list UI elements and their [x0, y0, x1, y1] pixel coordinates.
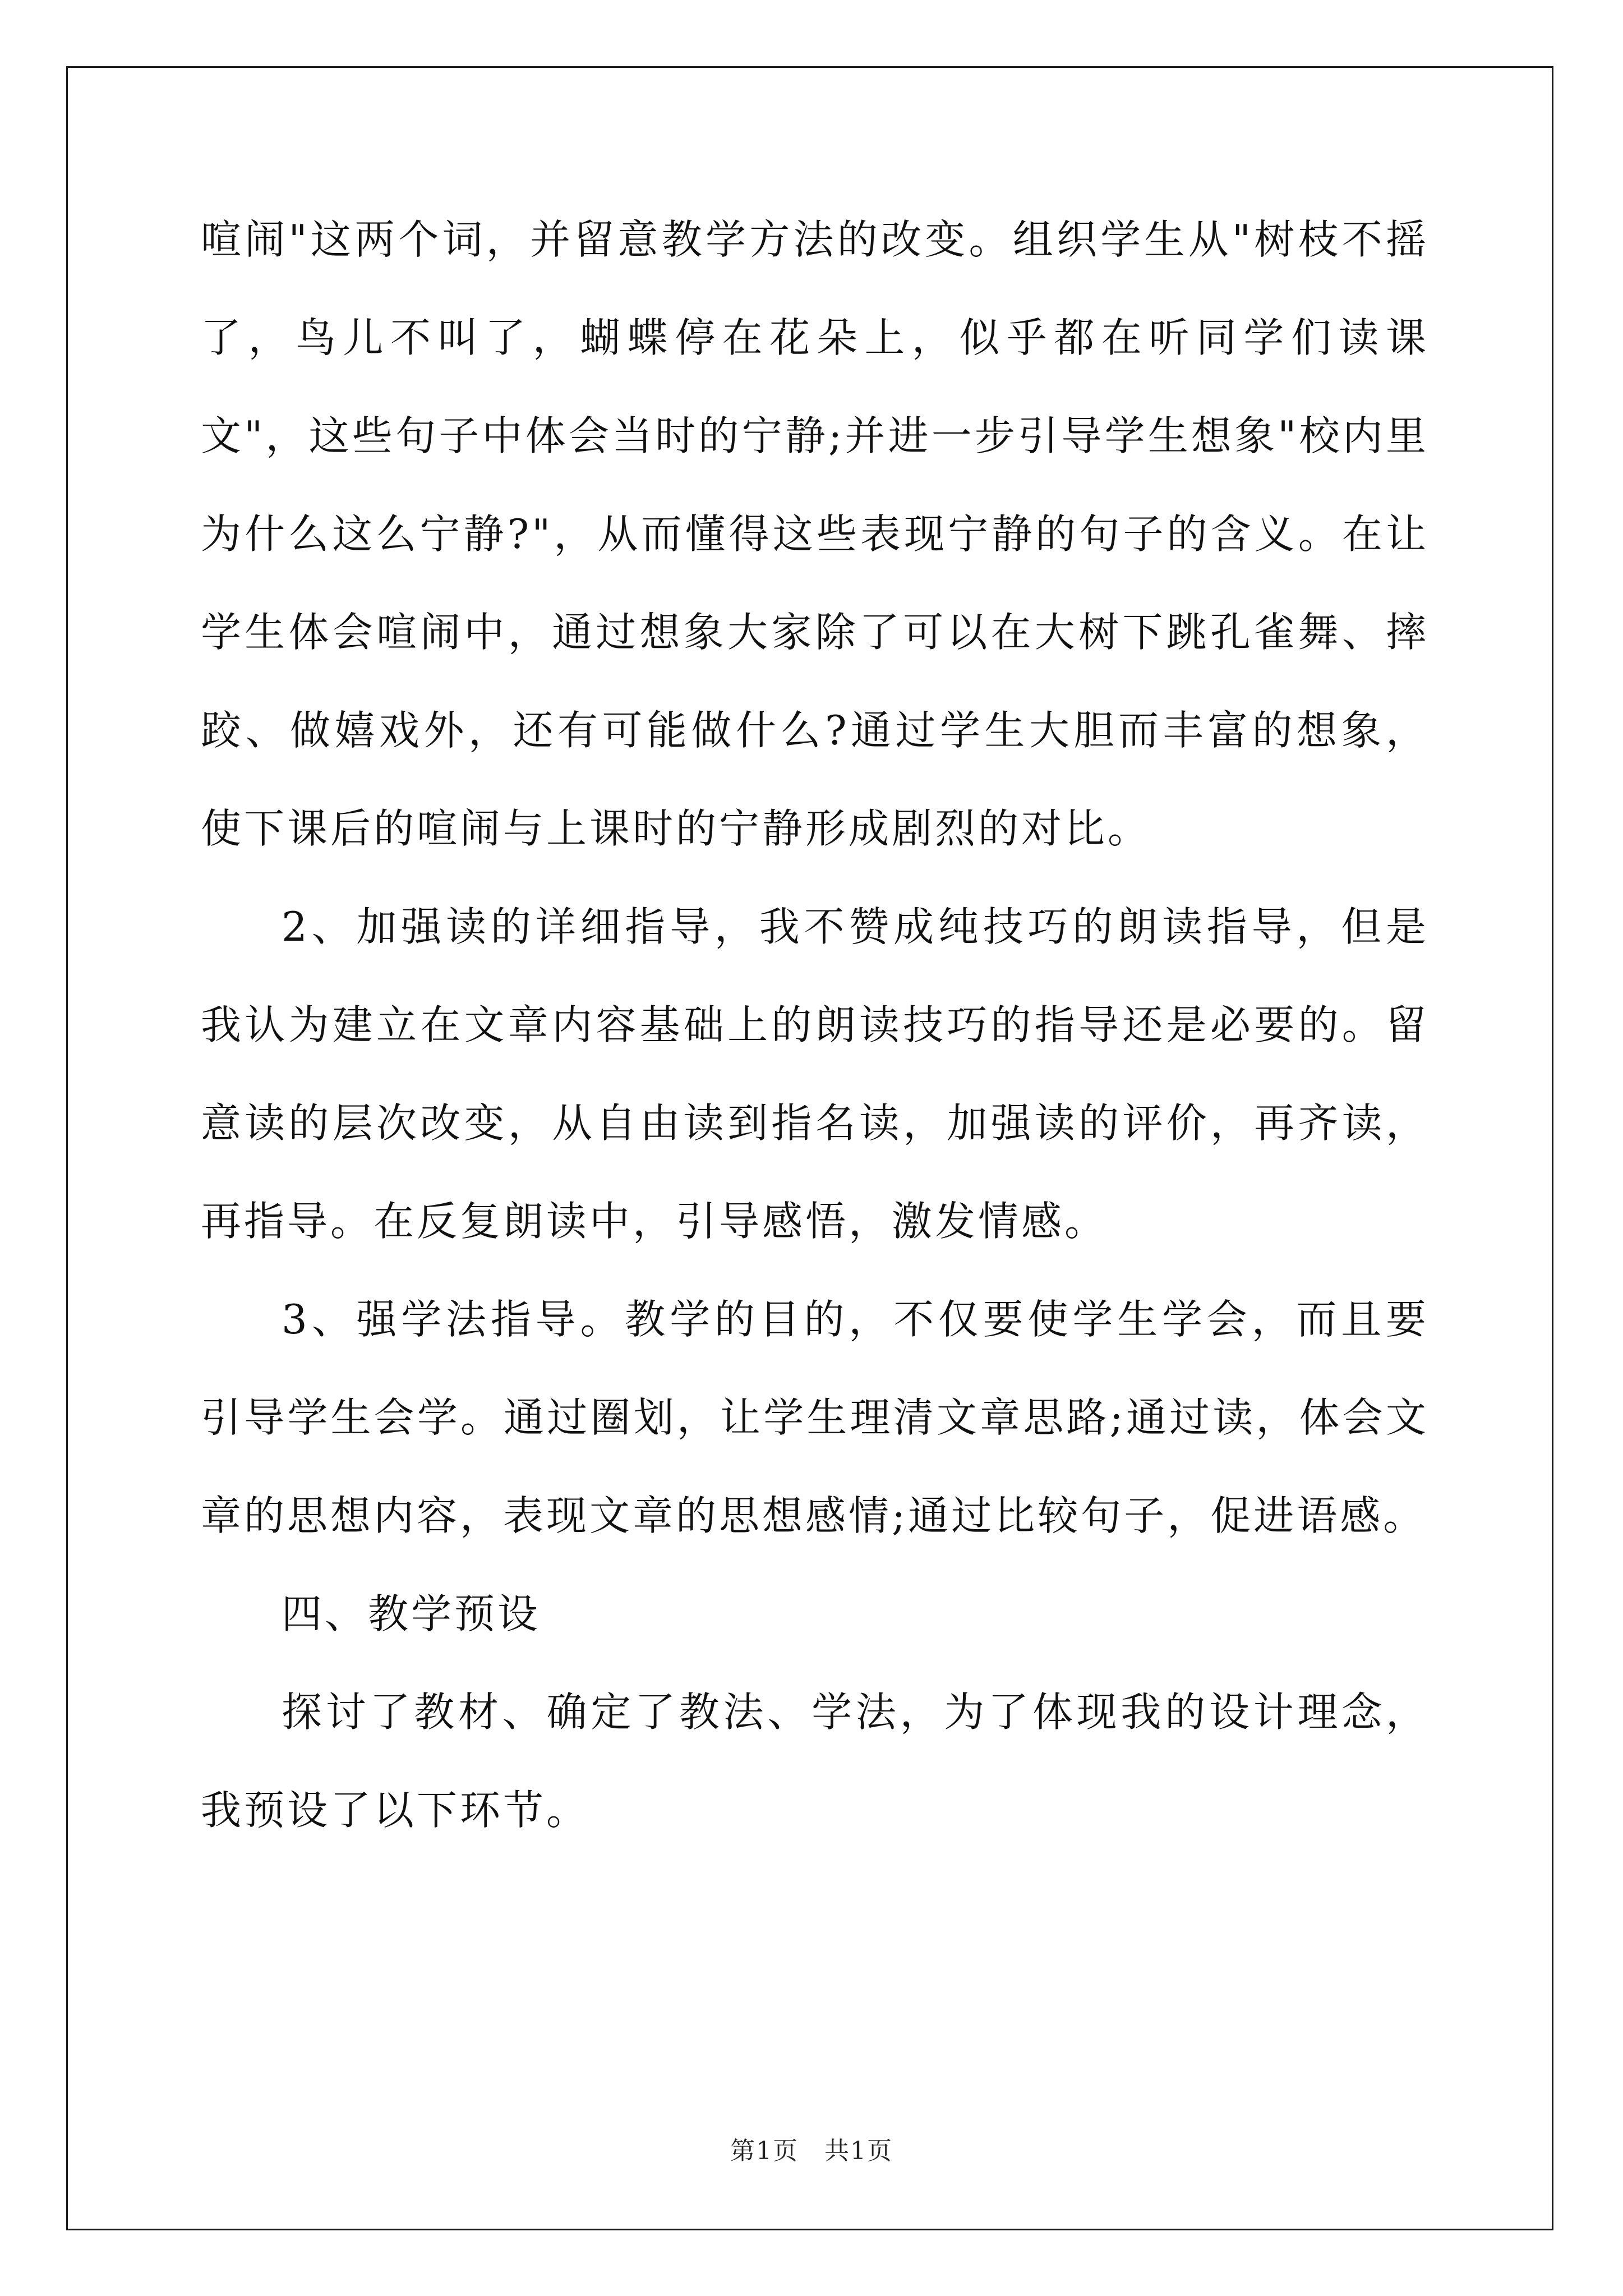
paragraph-2: 2、加强读的详细指导，我不赞成纯技巧的朗读指导，但是我认为建立在文章内容基础上的朗读技巧的指导还是必要的。留意读的层次改变，从自由读到指名读，加强读的评价，再齐读，再指导。在反复朗读中，引导感悟，激发情感。 [201, 903, 1429, 1245]
paragraph-1: 喧闹"这两个词，并留意教学方法的改变。组织学生从"树枝不摇了，鸟儿不叫了，蝴蝶停在花朵上，似乎都在听同学们读课文"，这些句子中体会当时的宁静;并进一步引导学生想象"校内里为什么这么宁静?"，从而懂得这些表现宁静的句子的含义。在让学生体会喧闹中，通过想象大家除了可以在大树下跳孔雀舞、摔跤、做嬉戏外，还有可能做什么?通过学生大胆而丰富的想象，使下课后的喧闹与上课时的宁静形成剧烈的对比。 [201, 216, 1429, 852]
document-body [201, 191, 1429, 1860]
section-heading: 四、教学预设 [282, 1590, 541, 1637]
paragraph-4: 探讨了教材、确定了教法、学法，为了体现我的设计理念，我预设了以下环节。 [201, 1688, 1429, 1834]
paragraph-3: 3、强学法指导。教学的目的，不仅要使学生学会，而且要引导学生会学。通过圈划，让学生理清文章思路;通过读，体会文章的思想内容，表现文章的思想感情;通过比较句子，促进语感。 [201, 1296, 1429, 1539]
page-footer: 第1页 共1页 [730, 2137, 893, 2165]
